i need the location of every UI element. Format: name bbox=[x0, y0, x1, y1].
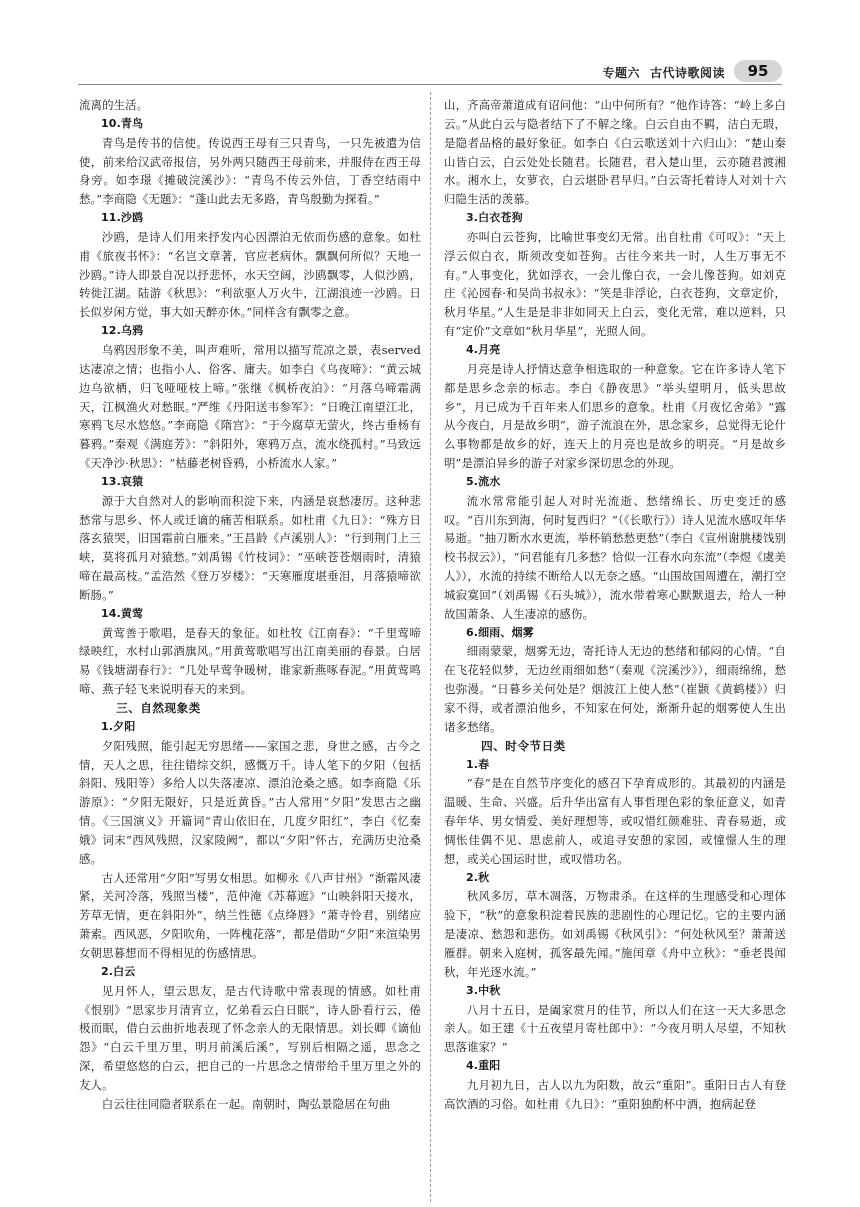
subsection-heading: 13.哀猿 bbox=[101, 474, 144, 488]
body-paragraph: 流离的生活。 bbox=[79, 98, 149, 112]
column-divider bbox=[430, 92, 431, 1202]
subsection-heading: 4.月亮 bbox=[466, 342, 501, 356]
body-paragraph: 月亮是诗人抒情达意争相选取的一种意象。它在许多诗人笔下都是思乡念亲的标志。李白《静夜思》“举头望明月，低头思故乡”，月已成为千百年来人们思乡的意象。杜甫《月夜忆舍弟》“露从今夜白，月是故乡明”，游子流浪在外，思念家乡，总觉得无论什么事物都是故乡的好，连天上的月亮也是故乡的明亮。“月是故乡明”是漂泊异乡的游子对家乡深切思念的外现。 bbox=[444, 361, 786, 471]
body-paragraph: 见月怀人，望云思友，是古代诗歌中常表现的情感。如杜甫《恨别》“思家步月清宵立，忆弟看云白日眠”，诗人卧看行云，倦极而眠，借白云曲折地表现了怀念亲人的无限情思。刘长卿《谪仙怨》“白云千里万里，明月前溪后溪”，写别后相隔之遥，思念之深，希望悠悠的白云，把自己的一片思念之情带给千里万里之外的友人。 bbox=[79, 983, 421, 1092]
section-heading: 四、时令节日类 bbox=[481, 738, 566, 753]
body-paragraph: 青鸟是传书的信使。传说西王母有三只青鸟，一只先被遣为信使，前来给汉武帝报信，另外两只随西王母前来，并服侍在西王母身旁。如李璟《摊破浣溪沙》：“青鸟不传云外信，丁香空结雨中愁。”李商隐《无题》：“蓬山此去无多路，青鸟殷勤为探看。” bbox=[79, 135, 421, 207]
page-header bbox=[0, 0, 860, 86]
running-title bbox=[592, 64, 725, 81]
subsection-heading: 1.春 bbox=[466, 757, 490, 771]
body-paragraph: 亦叫白云苍狗，比喻世事变幻无常。出自杜甫《可叹》：“天上浮云似白衣，斯须改变如苍狗。古往今来共一时，人生万事无不有。”人事变化，犹如浮衣，一会儿像白衣，一会儿像苍狗。如刘克庄《沁园春·和吴尚书叔永》：“笑是非浮论，白衣苍狗，文章定价，秋月华星。”人生是是非非如同天上白云，变化无常，难以逆料，只有“定价”文章如“秋月华星”，光照人间。 bbox=[444, 229, 786, 339]
subsection-heading: 14.黄莺 bbox=[101, 606, 144, 620]
subsection-heading: 2.秋 bbox=[466, 870, 490, 884]
subsection-heading: 10.青鸟 bbox=[101, 116, 144, 130]
body-paragraph: 沙鸥，是诗人们用来抒发内心因漂泊无依而伤感的意象。如杜甫《旅夜书怀》：“名岂文章著，官应老病休。飘飘何所似？天地一沙鸥。”诗人即景自况以抒悲怀，水天空阔，沙鸥飘零，人似沙鸥，转徙江湖。陆游《秋思》：“利欲驱人万火牛，江湖浪迹一沙鸥。日长似岁闲方觉，事大如天醉亦休。”同样含有飘零之意。 bbox=[79, 229, 421, 320]
topic-label: 专题六 bbox=[602, 66, 640, 80]
body-paragraph: 乌鸦因形象不美，叫声难听，常用以描写荒凉之景，表served达凄凉之情；也指小人、俗客、庸夫。如李白《乌夜啼》：“黄云城边乌欲栖，归飞哑哑枝上啼。”张继《枫桥夜泊》：“月落乌啼霜满天，江枫渔火对愁眠。”严维《丹阳送韦参军》：“日晚江南望江北，寒鸦飞尽水悠悠。”李商隐《隋宫》：“于今腐草无萤火，终古垂杨有暮鸦。”秦观《满庭芳》：“斜阳外，寒鸦万点，流水绕孤村。”马致远《天净沙·秋思》：“枯藤老树昏鸦，小桥流水人家。” bbox=[79, 342, 421, 471]
right-column bbox=[444, 96, 786, 1114]
body-paragraph: 流水常常能引起人对时光流逝、愁绪绵长、历史变迁的感叹。“百川东到海，何时复西归？”（《长歌行》）诗人见流水感叹年华易逝。“抽刀断水水更流，举杯销愁愁更愁”（李白《宣州谢朓楼饯别校书叔云》），“问君能有几多愁？恰似一江春水向东流”（李煜《虞美人》），水流的持续不断给人以无奈之感。“山围故国周遭在，潮打空城寂寞回”（刘禹锡《石头城》），流水带着寒心默默退去，给人一种故国萧条、人生凄凉的感伤。 bbox=[444, 493, 786, 621]
subsection-heading: 12.乌鸦 bbox=[101, 324, 144, 338]
subsection-heading: 3.白衣苍狗 bbox=[466, 211, 523, 225]
body-paragraph: 古人还常用“夕阳”写男女相思。如柳永《八声甘州》“渐霜风凄紧，关河冷落，残照当楼”，范仲淹《苏幕遮》“山映斜阳天接水，芳草无情，更在斜阳外”，纳兰性德《点绛唇》“萧寺怜君，别绪应萧索。西风恶，夕阳吹角，一阵槐花落”，都是借助“夕阳”来渲染男女朝思暮想而不得相见的伤感情思。 bbox=[79, 870, 421, 960]
body-paragraph: 秋风多厉，草木凋落，万物肃杀。在这样的生理感受和心理体验下，“秋”的意象积淀着民族的悲剧性的心理记忆。它的主要内涵是凄凉、愁怨和悲伤。如刘禹锡《秋风引》：“何处秋风至？萧萧送雁群。朝来入庭树，孤客最先闻。”施闰章《舟中立秋》：“垂老畏闻秋，年光逐水流。” bbox=[444, 889, 786, 979]
body-paragraph: 九月初九日，古人以九为阳数，故云“重阳”。重阳日古人有登高饮酒的习俗。如杜甫《九日》：“重阳独酌杯中酒，抱病起登 bbox=[444, 1077, 786, 1111]
body-paragraph: 源于大自然对人的影响而积淀下来，内涵是哀愁凄厉。这种悲愁常与思乡、怀人或迁谪的痛苦相联系。如杜甫《九日》：“殊方日落玄猿哭，旧国霜前白雁来。”王昌龄《卢溪别人》：“行到荆门上三峡，莫将孤月对猿愁。”刘禹锡《竹枝词》：“巫峡苍苍烟雨时，清猿啼在最高枝。”孟浩然《登万岁楼》：“天寒雁度堪垂泪，月落猿啼欲断肠。” bbox=[79, 493, 421, 602]
section-heading: 三、自然现象类 bbox=[116, 701, 201, 715]
subsection-heading: 6.细雨、烟雾 bbox=[466, 625, 534, 639]
body-paragraph: “春”是在自然节序变化的感召下孕育成形的。其最初的内涵是温暖、生命、兴盛。后升华出富有人事哲理色彩的象征意义，如青春年华、男女情爱、美好理想等，或叹惜红颜难驻、青春易逝，或惆怅佳偶不见、思虑前人，或追寻安憩的家园，或憧憬人生的理想，或关心国运时世，或叹惜功名。 bbox=[444, 776, 786, 866]
subsection-heading: 2.白云 bbox=[101, 964, 136, 978]
subsection-heading: 4.重阳 bbox=[466, 1059, 501, 1073]
subsection-heading: 5.流水 bbox=[466, 474, 501, 488]
body-paragraph: 夕阳残照，能引起无穷思绪——家国之悲，身世之感，古今之情，天人之思，往往错综交织，感慨万千。诗人笔下的夕阳（包括斜阳、残阳等）多给人以失落凄凉、漂泊沧桑之感。如李商隐《乐游原》：“夕阳无限好，只是近黄昏。”古人常用“夕阳”发思古之幽情。《三国演义》开篇词“青山依旧在，几度夕阳红”，李白《忆秦娥》词末“西风残照，汉家陵阙”，都以“夕阳”怀古，充满历史沧桑感。 bbox=[79, 738, 421, 866]
section-title: 古代诗歌阅读 bbox=[649, 66, 725, 80]
subsection-heading: 11.沙鸥 bbox=[101, 211, 144, 225]
body-paragraph: 黄莺善于歌唱，是春天的象征。如杜牧《江南春》：“千里莺啼绿映红，水村山郭酒旗风。”用黄莺歌唱写出江南美丽的春景。白居易《钱塘湖春行》：“几处早莺争暖树，谁家新燕啄春泥。”用黄莺鸣啼、燕子轻飞来说明春天的来到。 bbox=[79, 625, 421, 697]
left-column bbox=[79, 96, 421, 1114]
body-paragraph: 细雨蒙蒙，烟雾无边，寄托诗人无边的愁绪和郁闷的心情。“自在飞花轻似梦，无边丝雨细如愁”（秦观《浣溪沙》），细雨绵绵，愁也弥漫。“日暮乡关何处是？烟波江上使人愁”（崔颢《黄鹤楼》）归家不得，或者漂泊他乡，不知家在何处，渐渐升起的烟雾使人生出诸多愁绪。 bbox=[444, 644, 786, 734]
subsection-heading: 3.中秋 bbox=[466, 983, 501, 997]
body-paragraph: 八月十五日，是阖家赏月的佳节，所以人们在这一天大多思念亲人。如王建《十五夜望月寄杜郎中》：“今夜月明人尽望，不知秋思落谁家？” bbox=[444, 1002, 786, 1055]
subsection-heading: 1.夕阳 bbox=[101, 719, 136, 733]
page-number-badge: 95 bbox=[734, 60, 782, 82]
body-paragraph: 山，齐高帝萧道成有诏问他：“山中何所有？”他作诗答：“岭上多白云。”从此白云与隐者结下了不解之缘。白云自由不羁，洁白无瑕，是隐者品格的最好象征。如李白《白云歌送刘十六归山》：“楚山秦山皆白云，白云处处长随君。长随君，君入楚山里，云亦随君渡湘水。湘水上，女萝衣，白云堪卧君早归。”白云寄托着诗人对刘十六归隐生活的羡慕。 bbox=[444, 98, 786, 207]
header-rule bbox=[78, 84, 782, 85]
body-paragraph: 白云往往同隐者联系在一起。南朝时，陶弘景隐居在句曲 bbox=[101, 1096, 391, 1111]
